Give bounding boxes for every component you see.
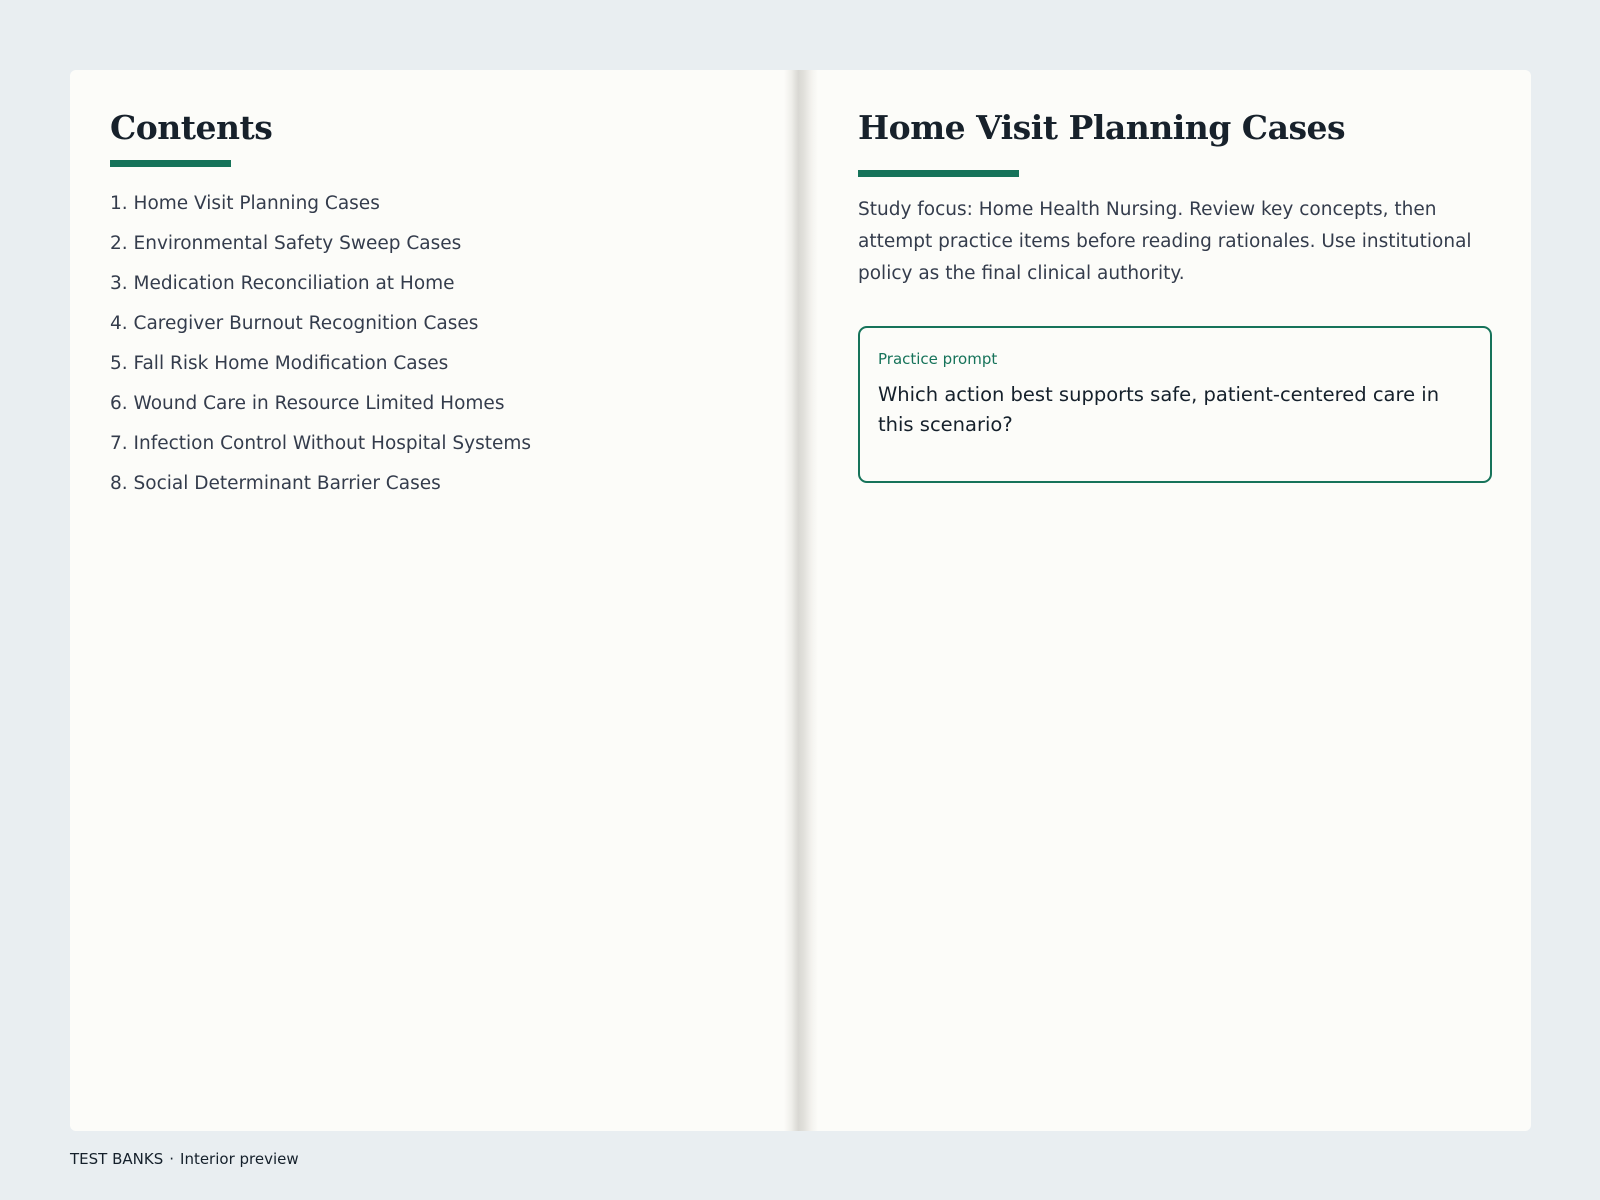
contents-title-rule	[110, 160, 231, 167]
book-spread	[70, 70, 1531, 1131]
footer-caption	[70, 1150, 299, 1168]
practice-prompt-label: Practice prompt	[878, 350, 998, 368]
contents-item[interactable]: 2. Environmental Safety Sweep Cases	[110, 233, 462, 254]
footer-separator: ·	[169, 1150, 175, 1168]
practice-prompt-question: Which action best supports safe, patient-centered care in this scenario?	[878, 383, 1440, 436]
contents-item[interactable]: 4. Caregiver Burnout Recognition Cases	[110, 313, 479, 334]
contents-list	[110, 184, 531, 504]
section-title: Home Visit Planning Cases	[858, 108, 1346, 147]
contents-item[interactable]: 1. Home Visit Planning Cases	[110, 193, 380, 214]
contents-item[interactable]: 3. Medication Reconciliation at Home	[110, 273, 455, 294]
contents-item[interactable]: 6. Wound Care in Resource Limited Homes	[110, 393, 505, 414]
footer-brand: TEST BANKS	[70, 1150, 164, 1168]
contents-item[interactable]: 8. Social Determinant Barrier Cases	[110, 473, 441, 494]
book-gutter	[784, 70, 818, 1131]
contents-item[interactable]: 7. Infection Control Without Hospital Systems	[110, 433, 532, 454]
section-page	[818, 70, 1531, 1131]
practice-prompt-card	[858, 326, 1492, 483]
footer-caption-text: Interior preview	[180, 1150, 299, 1168]
study-focus-text: Study focus: Home Health Nursing. Review key concepts, then attempt practice items before reading rationales. Use institutional policy as the final clinical authority.	[858, 199, 1472, 284]
contents-item[interactable]: 5. Fall Risk Home Modification Cases	[110, 353, 449, 374]
contents-title: Contents	[110, 108, 273, 147]
section-title-rule	[858, 170, 1019, 177]
contents-page	[70, 70, 784, 1131]
